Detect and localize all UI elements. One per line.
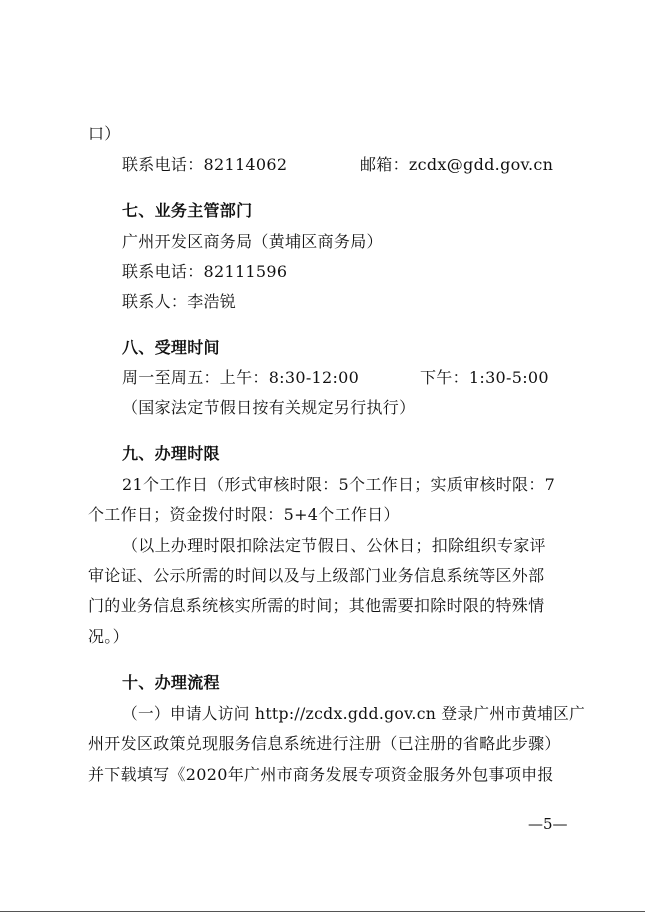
afternoon-hours: 下午：1:30-5:00 — [420, 368, 549, 387]
text-line: （一）申请人访问 http://zcdx.gdd.gov.cn 登录广州市黄埔区广 — [122, 704, 586, 723]
page-number: —5— — [528, 815, 568, 833]
text-line: 21个工作日（形式审核时限：5个工作日；实质审核时限：7 — [122, 475, 556, 494]
section-heading-7: 七、业务主管部门 — [122, 201, 253, 220]
section-heading-10: 十、办理流程 — [122, 673, 220, 692]
text-line: 审论证、公示所需的时间以及与上级部门业务信息系统等区外部 — [88, 566, 545, 585]
contact-phone: 联系电话：82114062 — [122, 155, 288, 174]
bottom-divider — [0, 911, 645, 912]
text-line: 并下载填写《2020年广州市商务发展专项资金服务外包事项申报 — [88, 765, 554, 784]
contact-person: 联系人：李浩锐 — [122, 292, 237, 311]
department-phone: 联系电话：82111596 — [122, 262, 288, 281]
text-line: 门的业务信息系统核实所需的时间；其他需要扣除时限的特殊情 — [88, 596, 545, 615]
section-heading-9: 九、办理时限 — [122, 444, 220, 463]
section-heading-8: 八、受理时间 — [122, 338, 220, 357]
text-line: （以上办理时限扣除法定节假日、公休日；扣除组织专家评 — [122, 536, 546, 555]
text-line: 个工作日；资金拨付时限：5+4个工作日） — [88, 505, 400, 524]
text-line: 况。） — [88, 627, 129, 646]
contact-email: 邮箱：zcdx@gdd.gov.cn — [360, 155, 554, 174]
department-name: 广州开发区商务局（黄埔区商务局） — [122, 232, 383, 251]
holiday-note: （国家法定节假日按有关规定另行执行） — [122, 398, 416, 417]
morning-hours: 周一至周五：上午：8:30-12:00 — [122, 368, 360, 387]
text-line: 口） — [88, 124, 121, 143]
text-line: 州开发区政策兑现服务信息系统进行注册（已注册的省略此步骤） — [88, 734, 561, 753]
